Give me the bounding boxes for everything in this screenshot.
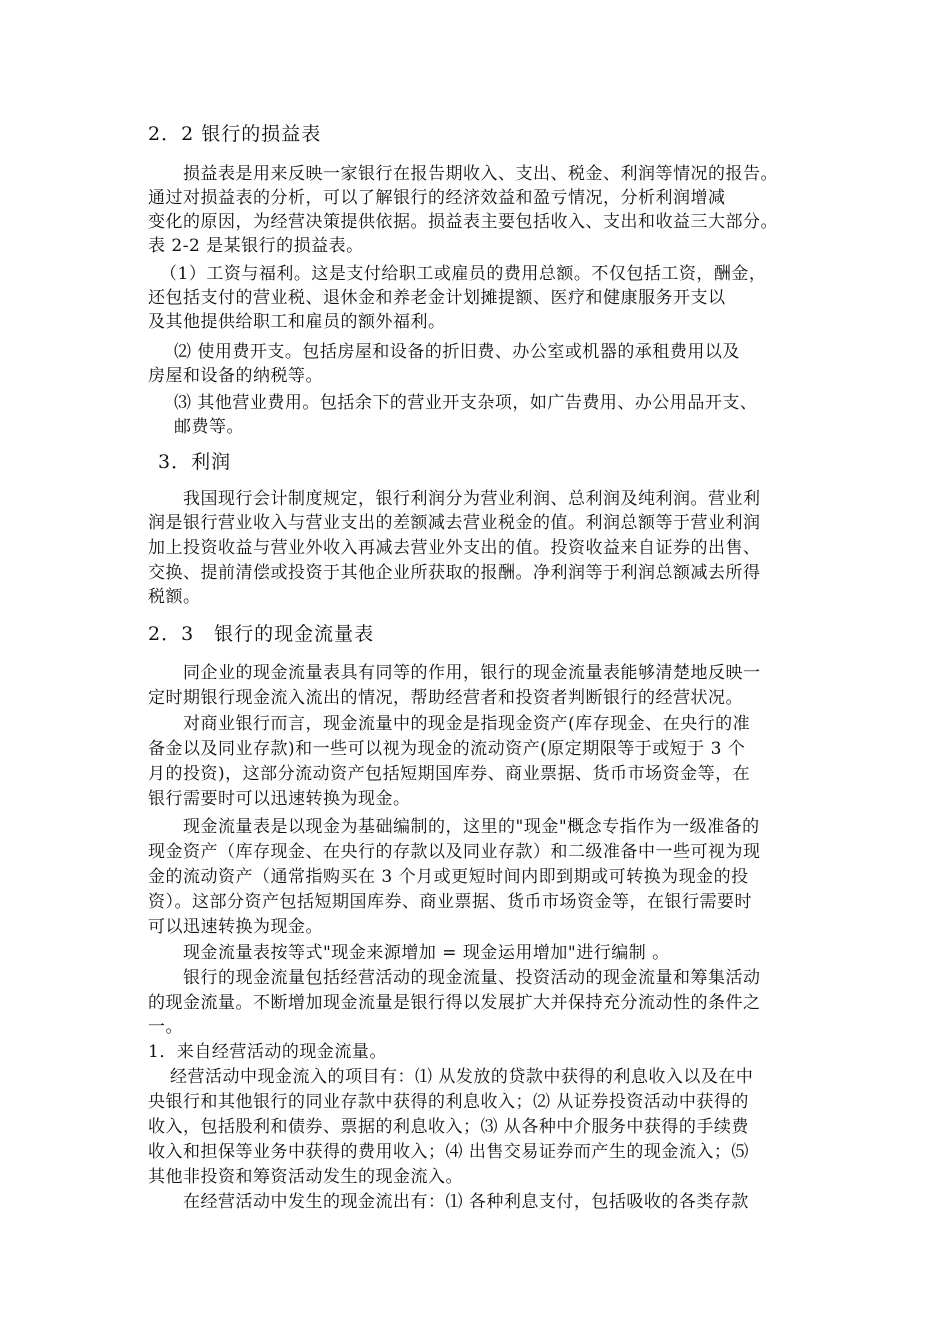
paragraph-line: 变化的原因，为经营决策提供依据。损益表主要包括收入、支出和收益三大部分。 — [148, 212, 778, 232]
paragraph-line: 通过对损益表的分析，可以了解银行的经济效益和盈亏情况，分析利润增减 — [148, 188, 726, 208]
paragraph-line: 的现金流量。不断增加现金流量是银行得以发展扩大并保持充分流动性的条件之 — [148, 993, 761, 1013]
paragraph-line: 其他非投资和筹资活动发生的现金流入。 — [148, 1167, 463, 1187]
paragraph-line: ⑵ 使用费开支。包括房屋和设备的折旧费、办公室或机器的承租费用以及 — [174, 342, 740, 362]
paragraph-line: 还包括支付的营业税、退休金和养老金计划摊提额、医疗和健康服务开支以 — [148, 288, 726, 308]
paragraph-line: 现金流量表是以现金为基础编制的，这里的"现金"概念专指作为一级准备的 — [183, 817, 760, 837]
paragraph-line: 可以迅速转换为现金。 — [148, 917, 323, 937]
paragraph-line: 资）。这部分资产包括短期国库券、商业票据、货币市场资金等，在银行需要时 — [148, 892, 752, 912]
paragraph-line: 交换、提前清偿或投资于其他企业所获取的报酬。净利润等于利润总额减去所得 — [148, 563, 761, 583]
paragraph-line: 房屋和设备的纳税等。 — [148, 366, 323, 386]
paragraph-line: 润是银行营业收入与营业支出的差额减去营业税金的值。利润总额等于营业利润 — [148, 513, 761, 533]
paragraph-line: 现金流量表按等式"现金来源增加 = 现金运用增加"进行编制 。 — [183, 943, 670, 963]
paragraph-line: 邮费等。 — [174, 417, 244, 437]
paragraph-line: 定时期银行现金流入流出的情况，帮助经营者和投资者判断银行的经营状况。 — [148, 688, 743, 708]
paragraph-line: 现金资产（库存现金、在央行的存款以及同业存款）和二级准备中一些可视为现 — [148, 842, 761, 862]
paragraph-line: 月的投资)，这部分流动资产包括短期国库券、商业票据、货币市场资金等，在 — [148, 764, 751, 784]
paragraph-line: 经营活动中现金流入的项目有：⑴ 从发放的贷款中获得的利息收入以及在中 — [170, 1067, 754, 1087]
paragraph-line: 损益表是用来反映一家银行在报告期收入、支出、税金、利润等情况的报告。 — [183, 164, 778, 184]
paragraph-line: 同企业的现金流量表具有同等的作用，银行的现金流量表能够清楚地反映一 — [183, 663, 761, 683]
paragraph-line: 表 2-2 是某银行的损益表。 — [148, 236, 364, 256]
paragraph-line: ⑶ 其他营业费用。包括余下的营业开支杂项，如广告费用、办公用品开支、 — [174, 393, 758, 413]
section-heading: 3．利润 — [158, 451, 232, 473]
paragraph-line: 央银行和其他银行的同业存款中获得的利息收入；⑵ 从证券投资活动中获得的 — [148, 1092, 749, 1112]
paragraph-line: 一。 — [148, 1017, 183, 1037]
paragraph-line: 及其他提供给职工和雇员的额外福利。 — [148, 312, 446, 332]
paragraph-line: （1）工资与福利。这是支付给职工或雇员的费用总额。不仅包括工资，酬金， — [160, 264, 767, 284]
paragraph-line: 收入，包括股利和债券、票据的利息收入；⑶ 从各种中介服务中获得的手续费 — [148, 1117, 749, 1137]
section-heading: 2．2 银行的损益表 — [148, 123, 322, 145]
paragraph-line: 加上投资收益与营业外收入再减去营业外支出的值。投资收益来自证券的出售、 — [148, 538, 761, 558]
paragraph-line: 收入和担保等业务中获得的费用收入；⑷ 出售交易证券而产生的现金流入；⑸ — [148, 1142, 749, 1162]
paragraph-line: 银行的现金流量包括经营活动的现金流量、投资活动的现金流量和筹集活动 — [183, 968, 761, 988]
list-heading: 1．来自经营活动的现金流量。 — [148, 1042, 387, 1062]
paragraph-line: 银行需要时可以迅速转换为现金。 — [148, 789, 411, 809]
paragraph-line: 在经营活动中发生的现金流出有：⑴ 各种利息支付，包括吸收的各类存款 — [183, 1192, 749, 1212]
paragraph-line: 税额。 — [148, 587, 201, 607]
paragraph-line: 金的流动资产（通常指购买在 3 个月或更短时间内即到期或可转换为现金的投 — [148, 867, 749, 887]
section-heading: 2．3 银行的现金流量表 — [148, 623, 375, 645]
paragraph-line: 我国现行会计制度规定，银行利润分为营业利润、总利润及纯利润。营业利 — [183, 489, 761, 509]
paragraph-line: 备金以及同业存款)和一些可以视为现金的流动资产(原定期限等于或短于 3 个 — [148, 739, 746, 759]
paragraph-line: 对商业银行而言，现金流量中的现金是指现金资产(库存现金、在央行的准 — [183, 714, 751, 734]
